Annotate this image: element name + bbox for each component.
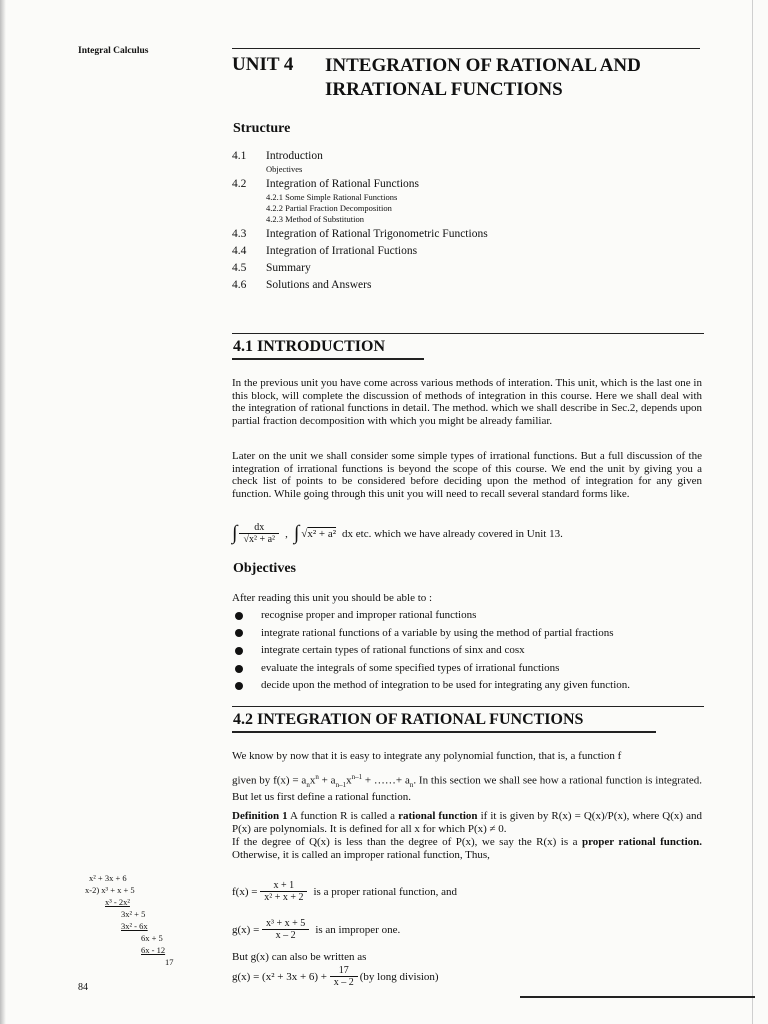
- objective-item: [232, 677, 702, 695]
- page-edge-right: [752, 0, 753, 1024]
- definition-term: rational function: [398, 810, 478, 822]
- toc-subitem: 4.2.1 Some Simple Rational Functions: [266, 192, 398, 202]
- long-division-line: 3x² - 6x: [121, 921, 148, 931]
- toc-item-number: 4.4: [232, 244, 247, 257]
- p2-tail: In this section we shall see how a rational function is integrated. But let us first define a rational function.: [232, 774, 703, 804]
- long-division-line: 6x - 12: [141, 945, 166, 955]
- unit-title: [325, 54, 715, 102]
- long-division-margin: [85, 872, 195, 968]
- section-rule-top: [232, 333, 704, 334]
- toc-subitem: 4.2.2 Partial Fraction Decomposition: [266, 203, 392, 213]
- structure-heading: Structure: [233, 121, 291, 136]
- objectives-intro: After reading this unit you should be able to :: [232, 592, 433, 604]
- page-number: 84: [78, 982, 88, 993]
- bullet-icon: [235, 629, 243, 637]
- toc-item: [232, 175, 712, 192]
- objective-text: evaluate the integrals of some specified types of irrational functions: [261, 661, 560, 674]
- toc-item: [232, 259, 712, 276]
- objective-text: integrate rational functions of a variable by using the method of partial fractions: [261, 626, 614, 639]
- running-title: Integral Calculus: [78, 46, 149, 56]
- objective-text: recognise proper and improper rational functions: [261, 609, 477, 621]
- long-division-line: 17: [165, 957, 174, 967]
- unit-top-rule: [232, 48, 700, 49]
- section-4-2-p2: given by $f(x) = a_nx^n + a_{n-1}x^{n-1}$ + ……+ $a_n$. In this section we shall see how a rational function is integrated. But let us first define a rational function.: [232, 773, 703, 804]
- toc-item: [232, 147, 712, 164]
- toc-item-number: 4.2: [232, 177, 247, 190]
- p3-text-a: If the degree of Q(x) is less than the degree of P(x), we say the R(x) is a: [232, 836, 578, 848]
- objective-text: integrate certain types of rational functions of sinx and cosx: [261, 644, 525, 657]
- objective-item: [232, 607, 702, 625]
- toc-item: [232, 276, 712, 293]
- fraction-dx: $\frac{dx}{\text{√x² + a²}}$: [239, 522, 279, 545]
- section-rule-bottom: [232, 731, 656, 733]
- g-of-x-example: g(x) = $\frac{\text{x³ + x + 5}}{x - 2}$ is an improper one.: [232, 918, 401, 941]
- toc-item-number: 4.6: [232, 278, 247, 291]
- page-shadow-left: [0, 0, 6, 1024]
- p3-term: proper rational function.: [581, 836, 702, 848]
- toc-item-label: Introduction: [266, 149, 323, 162]
- section-4-2-p1: We know by now that it is easy to integrate any polynomial function, that is, a function f: [232, 750, 622, 762]
- toc-item-label: Integration of Irrational Fuctions: [266, 244, 418, 257]
- toc-subitem: Objectives: [266, 164, 303, 174]
- toc-item: [232, 242, 712, 259]
- intro-paragraph-1: In the previous unit you have come across various methods of interation. This unit, which is the last one in this block, will complete the discussion of methods of integration in this course. Here we shall deal with the integration of rational functions in detail. The method. which we shall describe in Sec.2, depends upon partial fraction decomposition with which you might be already familiar.: [232, 377, 702, 427]
- toc-item-label: Solutions and Answers: [266, 278, 372, 291]
- unit-title-line1: INTEGRATION OF RATIONAL AND: [325, 55, 641, 76]
- section-rule-bottom: [232, 358, 424, 360]
- definition-text-a: A function R is called a: [290, 810, 396, 822]
- objective-text: decide upon the method of integration to be used for integrating any given function.: [261, 679, 631, 692]
- definition-1: [232, 810, 702, 835]
- g-long-division-form: g(x) = (x² + 3x + 6) + $\frac{17}{x - 2}$ (by long division): [232, 965, 439, 988]
- section-rule-top: [232, 706, 704, 707]
- bullet-icon: [235, 665, 243, 673]
- toc-item-label: Summary: [266, 261, 311, 274]
- objective-item: [232, 660, 702, 678]
- long-division-note: (by long division): [359, 970, 439, 983]
- long-division-line: 6x + 5: [141, 933, 163, 943]
- proper-improper-definition: [232, 836, 702, 861]
- toc-item-number: 4.3: [232, 227, 247, 240]
- toc-item-label: Integration of Rational Trigonometric Functions: [266, 227, 488, 240]
- objective-item: [232, 642, 702, 660]
- definition-label: Definition 1: [232, 810, 288, 822]
- bottom-rule: [520, 996, 755, 998]
- toc-subitem: 4.2.3 Method of Substitution: [266, 214, 364, 224]
- objectives-list: [232, 591, 702, 695]
- unit-title-line2: IRRATIONAL FUNCTIONS: [325, 79, 563, 100]
- formula-caption: dx etc. which we have already covered in Unit 13.: [342, 527, 563, 540]
- toc-item-number: 4.5: [232, 261, 247, 274]
- bullet-icon: [235, 647, 243, 655]
- table-of-contents: [232, 147, 712, 293]
- intro-paragraph-2: Later on the unit we shall consider some simple types of irrational functions. But a full discussion of the integration of irrational functions is beyond the scope of this course. We end the unit by giving you a check list of points to be considered before deciding upon the method of integration for any given function. While going through this unit you will need to recall several standard forms like.: [232, 450, 702, 500]
- bullet-icon: [235, 682, 243, 690]
- g-caption: is an improper one.: [315, 923, 401, 936]
- toc-item: [232, 225, 712, 242]
- definition-text-b: if it is given by R(x) = Q(x)/P(x), where Q(x) and P(x) are polynomials. It is defined for all x for which P(x) ≠ 0.: [232, 810, 703, 835]
- toc-item-number: 4.1: [232, 149, 247, 162]
- bullet-icon: [235, 612, 243, 620]
- long-division-line: x-2) x³ + x + 5: [85, 885, 135, 895]
- long-division-line: 3x² + 5: [121, 909, 146, 919]
- long-division-line: x³ - 2x²: [105, 897, 130, 907]
- objectives-heading: Objectives: [233, 561, 296, 576]
- f-of-x-example: f(x) = $\frac{x + 1}{\text{x² + x + 2}}$ is a proper rational function, and: [232, 880, 458, 903]
- section-4-2-heading: 4.2 INTEGRATION OF RATIONAL FUNCTIONS: [233, 711, 584, 728]
- long-division-line: x² + 3x + 6: [89, 873, 127, 883]
- toc-item-label: Integration of Rational Functions: [266, 177, 419, 190]
- but-g-line: But g(x) can also be written as: [232, 951, 367, 963]
- p3-text-b: Otherwise, it is called an improper rational function, Thus,: [232, 848, 490, 861]
- f-caption: is a proper rational function, and: [313, 885, 458, 898]
- objective-item: [232, 625, 702, 643]
- standard-forms-formula: ∫ $\frac{dx}{\text{√x² + a²}}$ , ∫ √x² + a² dx etc. which we have already covered in Unit 13.: [232, 522, 563, 545]
- unit-number: UNIT 4: [232, 54, 294, 75]
- section-4-1-heading: 4.1 INTRODUCTION: [233, 338, 386, 355]
